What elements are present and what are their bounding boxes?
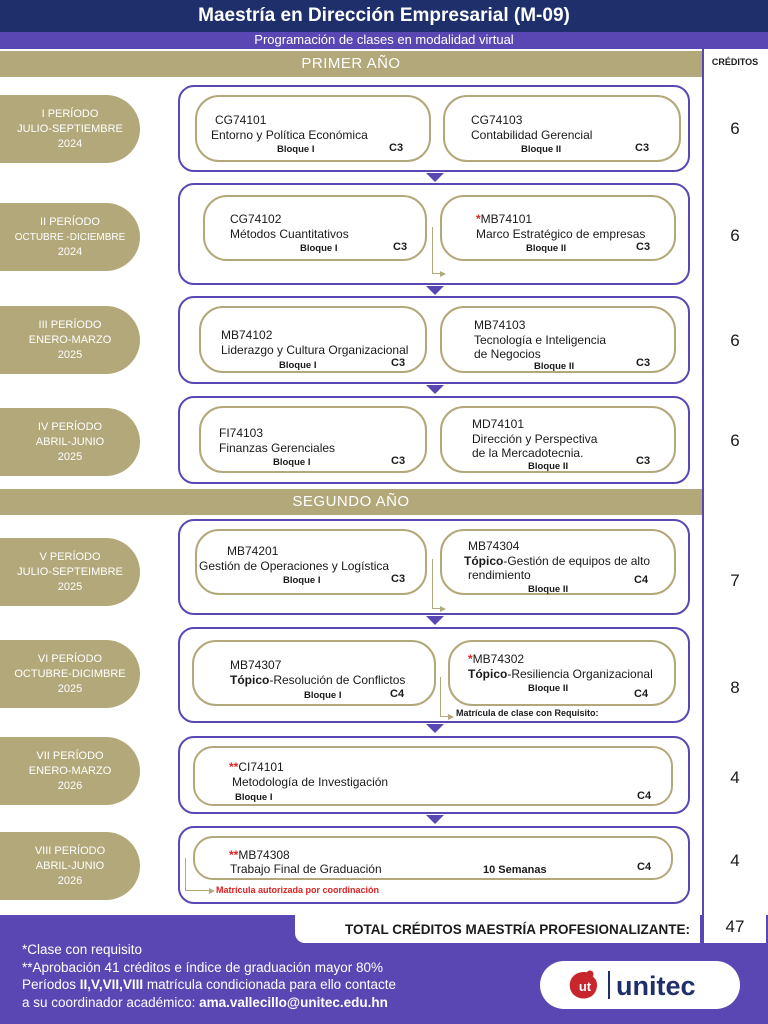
course-name: Liderazgo y Cultura Organizacional xyxy=(221,343,409,357)
flow-arrow-icon xyxy=(426,724,444,733)
course-credits: C4 xyxy=(634,688,649,700)
course-block: Bloque II xyxy=(526,243,567,254)
course-credits: C3 xyxy=(391,573,406,585)
period-label xyxy=(0,95,140,163)
course-block: Bloque II xyxy=(528,683,569,694)
course-block: Bloque I xyxy=(273,457,311,468)
period-credits: 6 xyxy=(730,226,740,245)
unitec-logo-icon xyxy=(540,961,740,1009)
period-group xyxy=(178,627,690,723)
course-card xyxy=(203,195,427,261)
period-credits: 6 xyxy=(730,431,740,450)
period-name: VII PERÍODO xyxy=(36,749,104,762)
course-name: -Resiliencia Organizacional xyxy=(507,667,653,681)
period-name: VI PERÍODO xyxy=(37,652,103,665)
course-block: Bloque I xyxy=(279,360,317,371)
course-block: Bloque II xyxy=(528,584,569,595)
course-code: MB74101 xyxy=(480,212,533,226)
period-year: 2025 xyxy=(57,580,83,593)
period-year: 2024 xyxy=(57,245,83,258)
course-code: MB74102 xyxy=(221,328,273,342)
course-card xyxy=(199,306,427,373)
topic-label: Tópico xyxy=(230,673,270,687)
footnotes xyxy=(22,941,396,1011)
period-months: JULIO-SEPTEIMBRE xyxy=(17,565,123,578)
course-code: FI74103 xyxy=(219,426,264,440)
flow-arrow-icon xyxy=(426,815,444,824)
course-code: MB74302 xyxy=(472,652,525,666)
course-card xyxy=(199,406,427,473)
period-group xyxy=(178,519,690,615)
period-group xyxy=(178,396,690,484)
course-name-line2: rendimiento xyxy=(468,568,531,582)
period-credits: 6 xyxy=(730,119,740,138)
unitec-logo xyxy=(540,961,740,1009)
year-bar-second: SEGUNDO AÑO xyxy=(0,489,702,515)
period-label xyxy=(0,832,140,900)
authorization-note: Matrícula autorizada por coordinación xyxy=(216,885,380,895)
course-name: Métodos Cuantitativos xyxy=(230,227,349,241)
period-group xyxy=(178,85,690,172)
course-name: Trabajo Final de Graduación xyxy=(230,862,382,876)
period-year: 2025 xyxy=(57,682,83,695)
course-name: Gestión de Operaciones y Logística xyxy=(199,559,390,573)
period-months: JULIO-SEPTIEMBRE xyxy=(17,122,123,135)
topic-label: Tópico xyxy=(468,667,508,681)
period-year: 2026 xyxy=(57,874,83,887)
course-block: Bloque I xyxy=(235,792,273,803)
year-bar-first: PRIMER AÑO xyxy=(0,51,702,77)
footnote-requisite: *Clase con requisito xyxy=(22,942,143,957)
course-duration: 10 Semanas xyxy=(483,864,547,876)
course-credits: C4 xyxy=(390,688,405,700)
period-name: III PERÍODO xyxy=(38,318,102,331)
course-code: CG74101 xyxy=(215,113,267,127)
period-credits: 4 xyxy=(730,851,740,870)
period-name: II PERÍODO xyxy=(40,215,100,228)
period-group xyxy=(178,183,690,285)
flow-arrow-icon xyxy=(426,173,444,182)
logo-text: unitec xyxy=(616,971,696,1001)
course-name: Entorno y Política Económica xyxy=(211,128,368,142)
course-credits: C4 xyxy=(634,574,649,586)
course-card xyxy=(440,529,676,595)
period-months: ENERO-MARZO xyxy=(28,333,112,346)
prerequisite-arrow-icon xyxy=(432,227,440,274)
course-block: Bloque I xyxy=(277,144,315,155)
page-title: Maestría en Dirección Empresarial (M-09) xyxy=(0,0,768,32)
course-code: CG74102 xyxy=(230,212,282,226)
course-name: Tecnología e Inteligencia xyxy=(474,333,607,347)
period-year: 2026 xyxy=(57,779,83,792)
period-name: IV PERÍODO xyxy=(37,420,103,433)
total-credits-value: 47 xyxy=(704,915,766,943)
course-code: MB74201 xyxy=(227,544,279,558)
flow-arrow-icon xyxy=(426,385,444,394)
course-card xyxy=(195,95,431,162)
course-block: Bloque I xyxy=(304,690,342,701)
course-card xyxy=(440,306,676,373)
footnote-contact: a su coordinador académico: ama.vallecillo@unitec.edu.hn xyxy=(22,994,388,1010)
period-credits: 8 xyxy=(730,678,740,697)
logo-mark: ut xyxy=(578,979,592,994)
period-months: OCTUBRE -DICIEMBRE xyxy=(14,231,126,243)
course-credits: C3 xyxy=(636,241,651,253)
course-credits: C3 xyxy=(636,357,651,369)
course-card xyxy=(195,529,427,595)
course-name: Marco Estratégico de empresas xyxy=(476,227,646,241)
credits-header: CRÉDITOS xyxy=(711,57,759,67)
period-label xyxy=(0,640,140,708)
course-name: -Gestión de equipos de alto xyxy=(503,554,651,568)
authorization-arrow-icon xyxy=(185,858,209,891)
period-credits: 4 xyxy=(730,768,740,787)
period-label xyxy=(0,203,140,271)
course-block: Bloque II xyxy=(528,461,569,472)
period-name: VIII PERÍODO xyxy=(34,844,106,857)
period-group xyxy=(178,826,690,904)
period-months: ABRIL-JUNIO xyxy=(35,435,105,448)
course-code: MB74103 xyxy=(474,318,526,332)
course-card xyxy=(443,95,681,162)
course-credits: C3 xyxy=(636,455,651,467)
course-credits: C4 xyxy=(637,790,652,802)
course-credits: C3 xyxy=(635,142,650,154)
course-name: Contabilidad Gerencial xyxy=(471,128,593,142)
flow-arrow-icon xyxy=(426,286,444,295)
period-name: I PERÍODO xyxy=(41,107,99,120)
prerequisite-arrow-icon xyxy=(432,559,440,609)
course-credits: C3 xyxy=(393,241,408,253)
course-block: Bloque I xyxy=(300,243,338,254)
course-name-line2: de la Mercadotecnia. xyxy=(472,446,584,460)
prerequisite-arrow-icon xyxy=(440,677,448,717)
requisite-mark: * xyxy=(476,212,481,226)
course-name: Finanzas Gerenciales xyxy=(219,441,336,455)
requisite-mark: * xyxy=(468,652,473,666)
course-card xyxy=(193,746,673,806)
footnote-approval: **Aprobación 41 créditos e índice de graduación mayor 80% xyxy=(22,959,383,975)
period-months: ENERO-MARZO xyxy=(28,764,112,777)
course-card xyxy=(440,195,676,261)
course-credits: C3 xyxy=(389,142,404,154)
course-block: Bloque II xyxy=(534,361,575,372)
course-block: Bloque II xyxy=(521,144,562,155)
page-subtitle: Programación de clases en modalidad virtual xyxy=(0,32,768,49)
course-card xyxy=(440,406,676,473)
period-months: ABRIL-JUNIO xyxy=(35,859,105,872)
period-label xyxy=(0,306,140,374)
period-name: V PERÍODO xyxy=(39,550,101,563)
course-name: Metodología de Investigación xyxy=(232,775,389,789)
course-block: Bloque I xyxy=(283,575,321,586)
period-label xyxy=(0,408,140,476)
topic-label: Tópico xyxy=(464,554,504,568)
course-code: MD74101 xyxy=(472,417,525,431)
requisite-mark: ** xyxy=(229,848,239,862)
course-name: -Resolución de Conflictos xyxy=(269,673,406,687)
period-group xyxy=(178,736,690,814)
course-code: MB74307 xyxy=(230,658,282,672)
course-credits: C4 xyxy=(637,861,652,873)
period-year: 2024 xyxy=(57,137,83,150)
course-name: Dirección y Perspectiva xyxy=(472,432,598,446)
flow-arrow-icon xyxy=(426,616,444,625)
course-code: MB74304 xyxy=(468,539,520,553)
requisite-mark: ** xyxy=(229,760,239,774)
period-group xyxy=(178,296,690,384)
course-card xyxy=(192,640,436,706)
period-year: 2025 xyxy=(57,450,83,463)
footnote-periods: Períodos II,V,VII,VIII matrícula condicionada para ello contacte xyxy=(22,977,396,992)
period-months: OCTUBRE-DICIMBRE xyxy=(14,667,126,680)
period-label xyxy=(0,538,140,606)
contact-email[interactable]: ama.vallecillo@unitec.edu.hn xyxy=(199,994,388,1010)
period-credits: 7 xyxy=(730,571,740,590)
period-credits: 6 xyxy=(730,331,740,350)
course-card xyxy=(448,640,676,706)
requisite-note: Matrícula de clase con Requisito: xyxy=(456,708,599,718)
total-credits-label: TOTAL CRÉDITOS MAESTRÍA PROFESIONALIZANTE: xyxy=(295,915,700,943)
course-name-line2: de Negocios xyxy=(474,347,541,361)
course-credits: C3 xyxy=(391,455,406,467)
period-year: 2025 xyxy=(57,348,83,361)
course-card xyxy=(193,836,673,880)
period-label xyxy=(0,737,140,805)
course-code: CG74103 xyxy=(471,113,523,127)
course-code: CI74101 xyxy=(238,760,284,774)
course-code: MB74308 xyxy=(238,848,290,862)
course-credits: C3 xyxy=(391,357,406,369)
